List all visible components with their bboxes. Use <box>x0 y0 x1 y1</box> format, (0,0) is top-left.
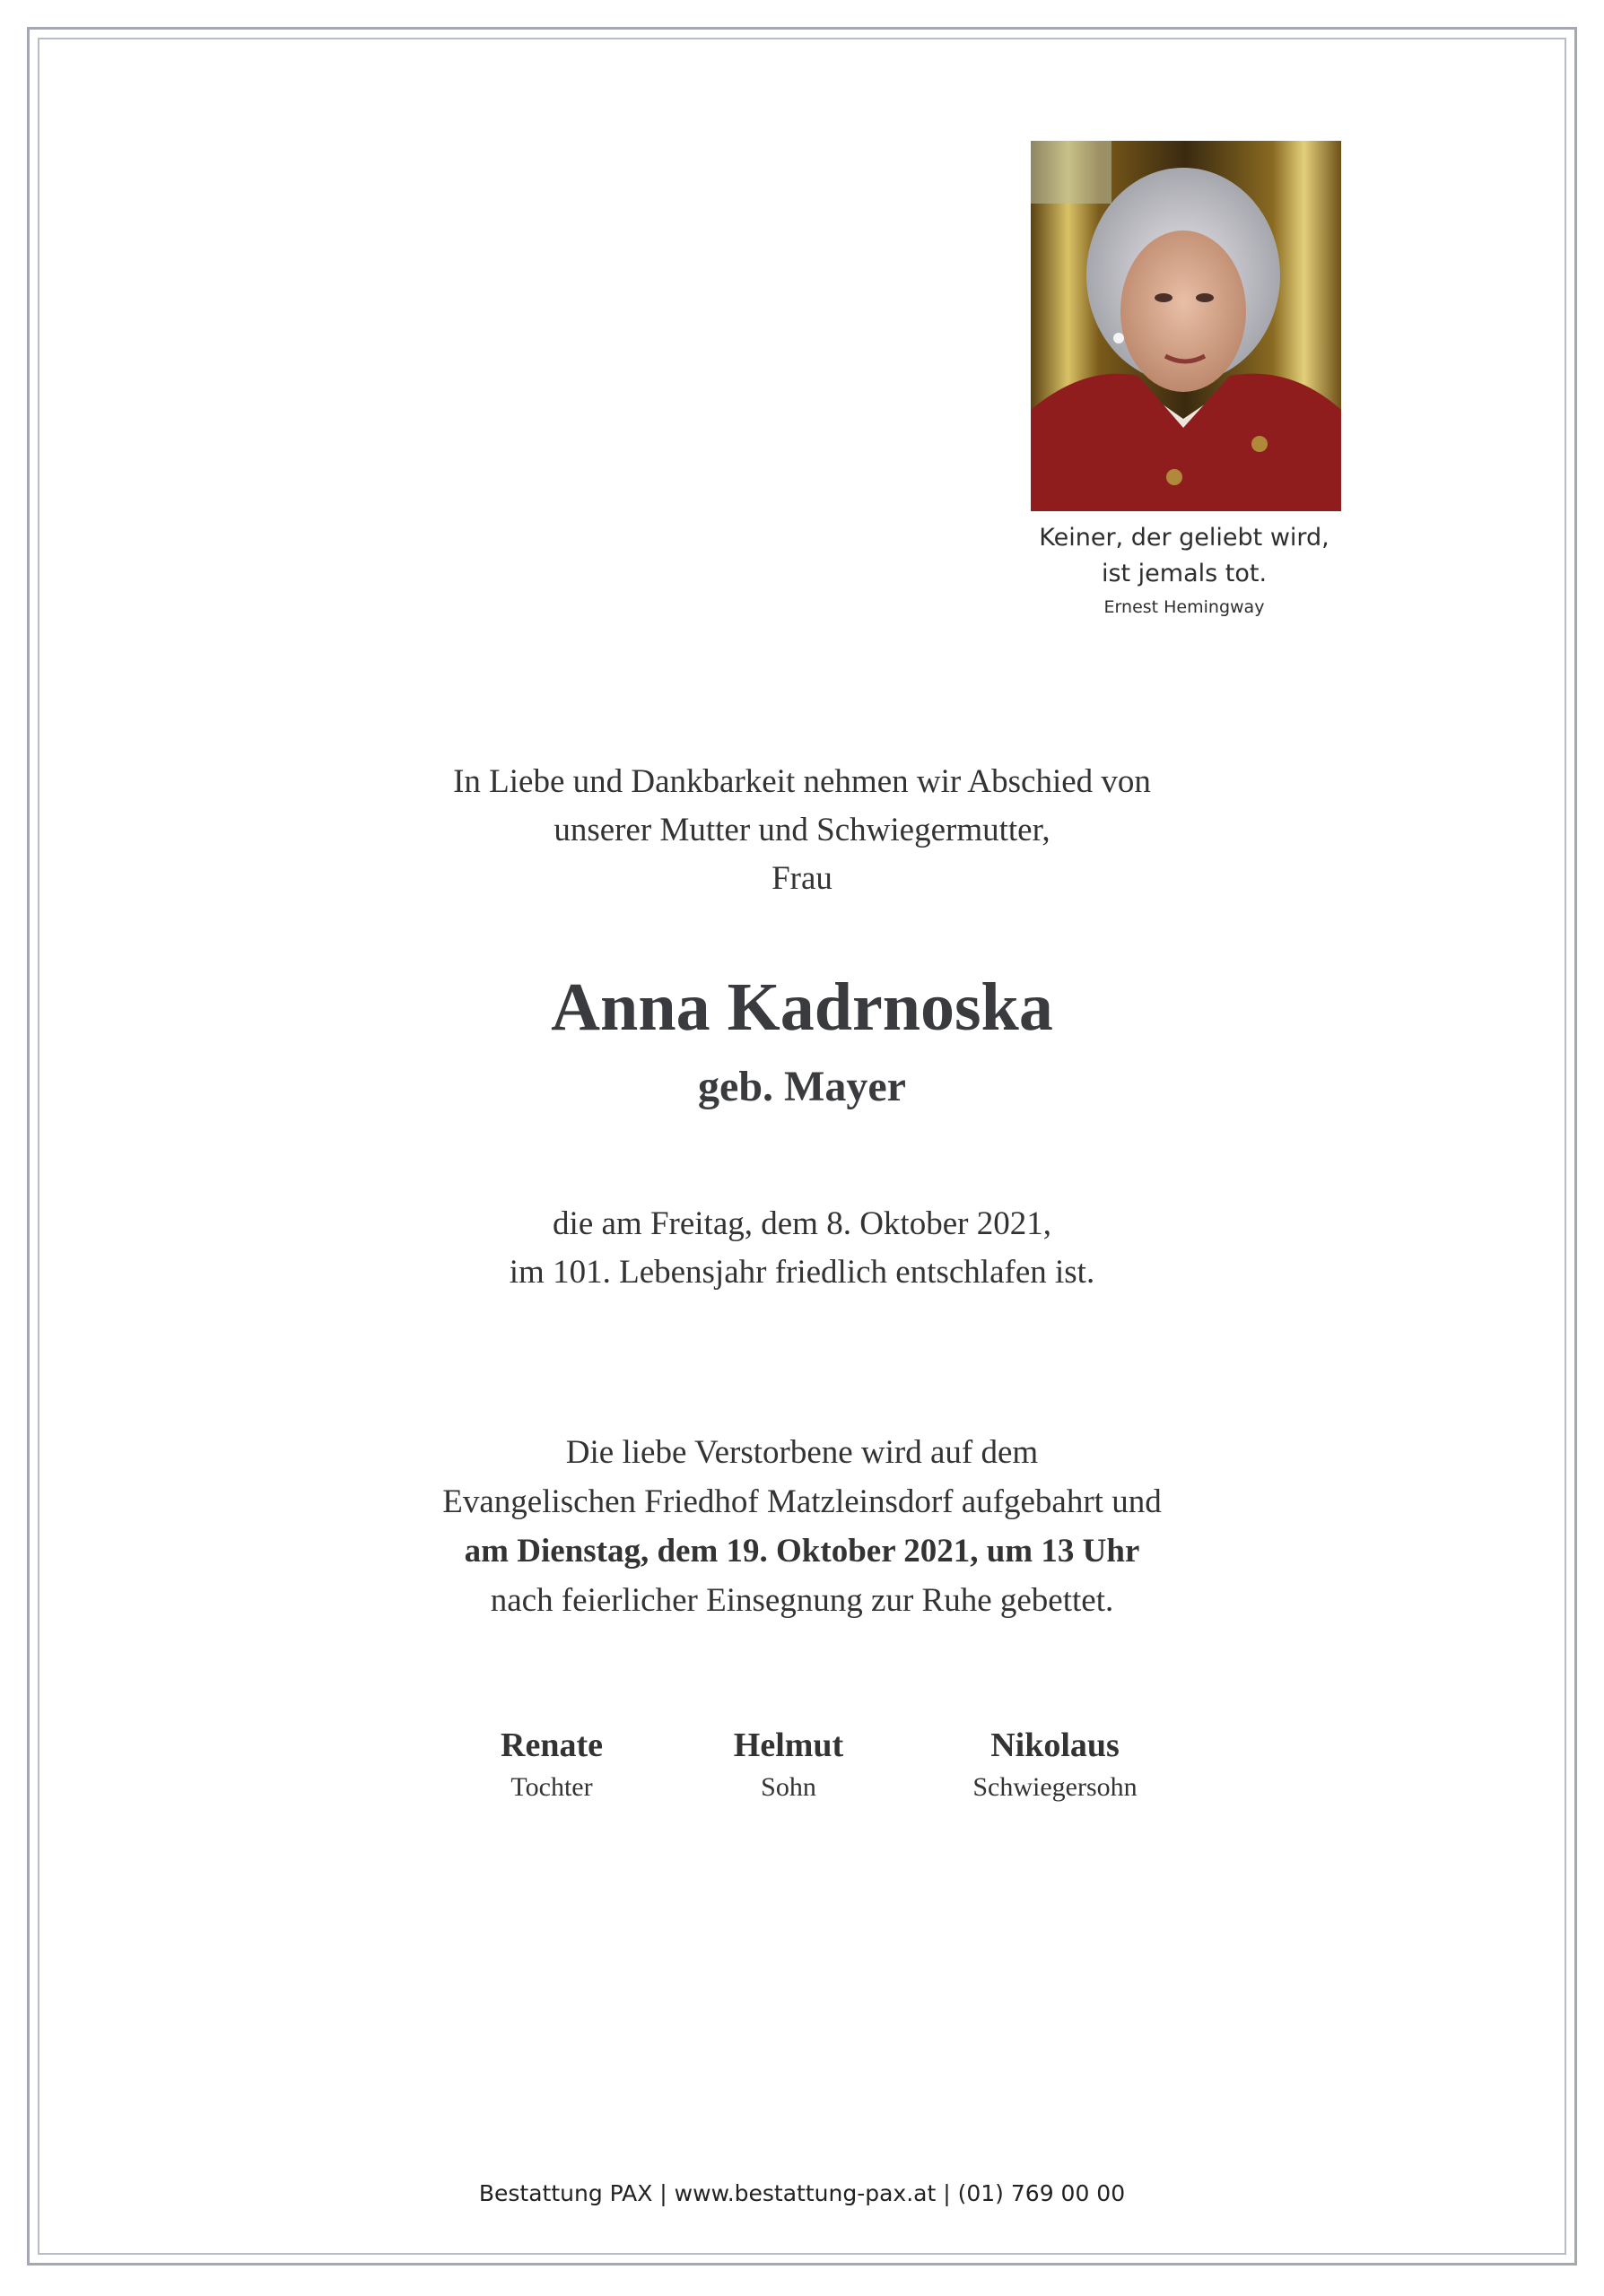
mourner-role: Schwiegersohn <box>972 1772 1138 1802</box>
memorial-quote <box>969 520 1399 621</box>
mourner-helmut <box>654 1724 923 1808</box>
quote-line-2: ist jemals tot. <box>1101 560 1268 587</box>
mourner-name: Helmut <box>733 1726 844 1764</box>
mourner-role: Tochter <box>510 1772 593 1802</box>
death-line-1: die am Freitag, dem 8. Oktober 2021, <box>553 1205 1051 1242</box>
portrait-image <box>1031 141 1341 511</box>
intro-text <box>0 758 1604 903</box>
death-notice <box>0 1200 1604 1297</box>
deceased-name: Anna Kadrnoska <box>551 970 1053 1045</box>
mourner-role: Sohn <box>761 1772 816 1802</box>
funeral-date-time: am Dienstag, dem 19. Oktober 2021, um 13 Uhr <box>464 1533 1140 1570</box>
funeral-details <box>0 1428 1604 1625</box>
deceased-maiden-name: geb. Mayer <box>698 1063 906 1110</box>
funeral-home-footer: Bestattung PAX | www.bestattung-pax.at | (01) 769 00 00 <box>478 2180 1126 2206</box>
intro-line-3: Frau <box>771 860 833 897</box>
mourner-nikolaus <box>920 1724 1190 1808</box>
portrait-photo <box>1031 141 1341 511</box>
funeral-line-1: Die liebe Verstorbene wird auf dem <box>565 1434 1039 1471</box>
quote-line-1: Keiner, der geliebt wird, <box>1039 524 1329 552</box>
funeral-line-4: nach feierlicher Einsegnung zur Ruhe gebettet. <box>490 1582 1114 1619</box>
mourner-name: Renate <box>501 1726 603 1764</box>
death-line-2: im 101. Lebensjahr friedlich entschlafen ist. <box>509 1254 1095 1291</box>
mourner-renate <box>417 1724 686 1808</box>
quote-author: Ernest Hemingway <box>1103 597 1265 617</box>
intro-line-1: In Liebe und Dankbarkeit nehmen wir Abschied von <box>453 763 1151 800</box>
mourner-name: Nikolaus <box>990 1726 1120 1764</box>
funeral-line-2: Evangelischen Friedhof Matzleinsdorf aufgebahrt und <box>442 1483 1162 1520</box>
intro-line-2: unserer Mutter und Schwiegermutter, <box>554 812 1050 848</box>
